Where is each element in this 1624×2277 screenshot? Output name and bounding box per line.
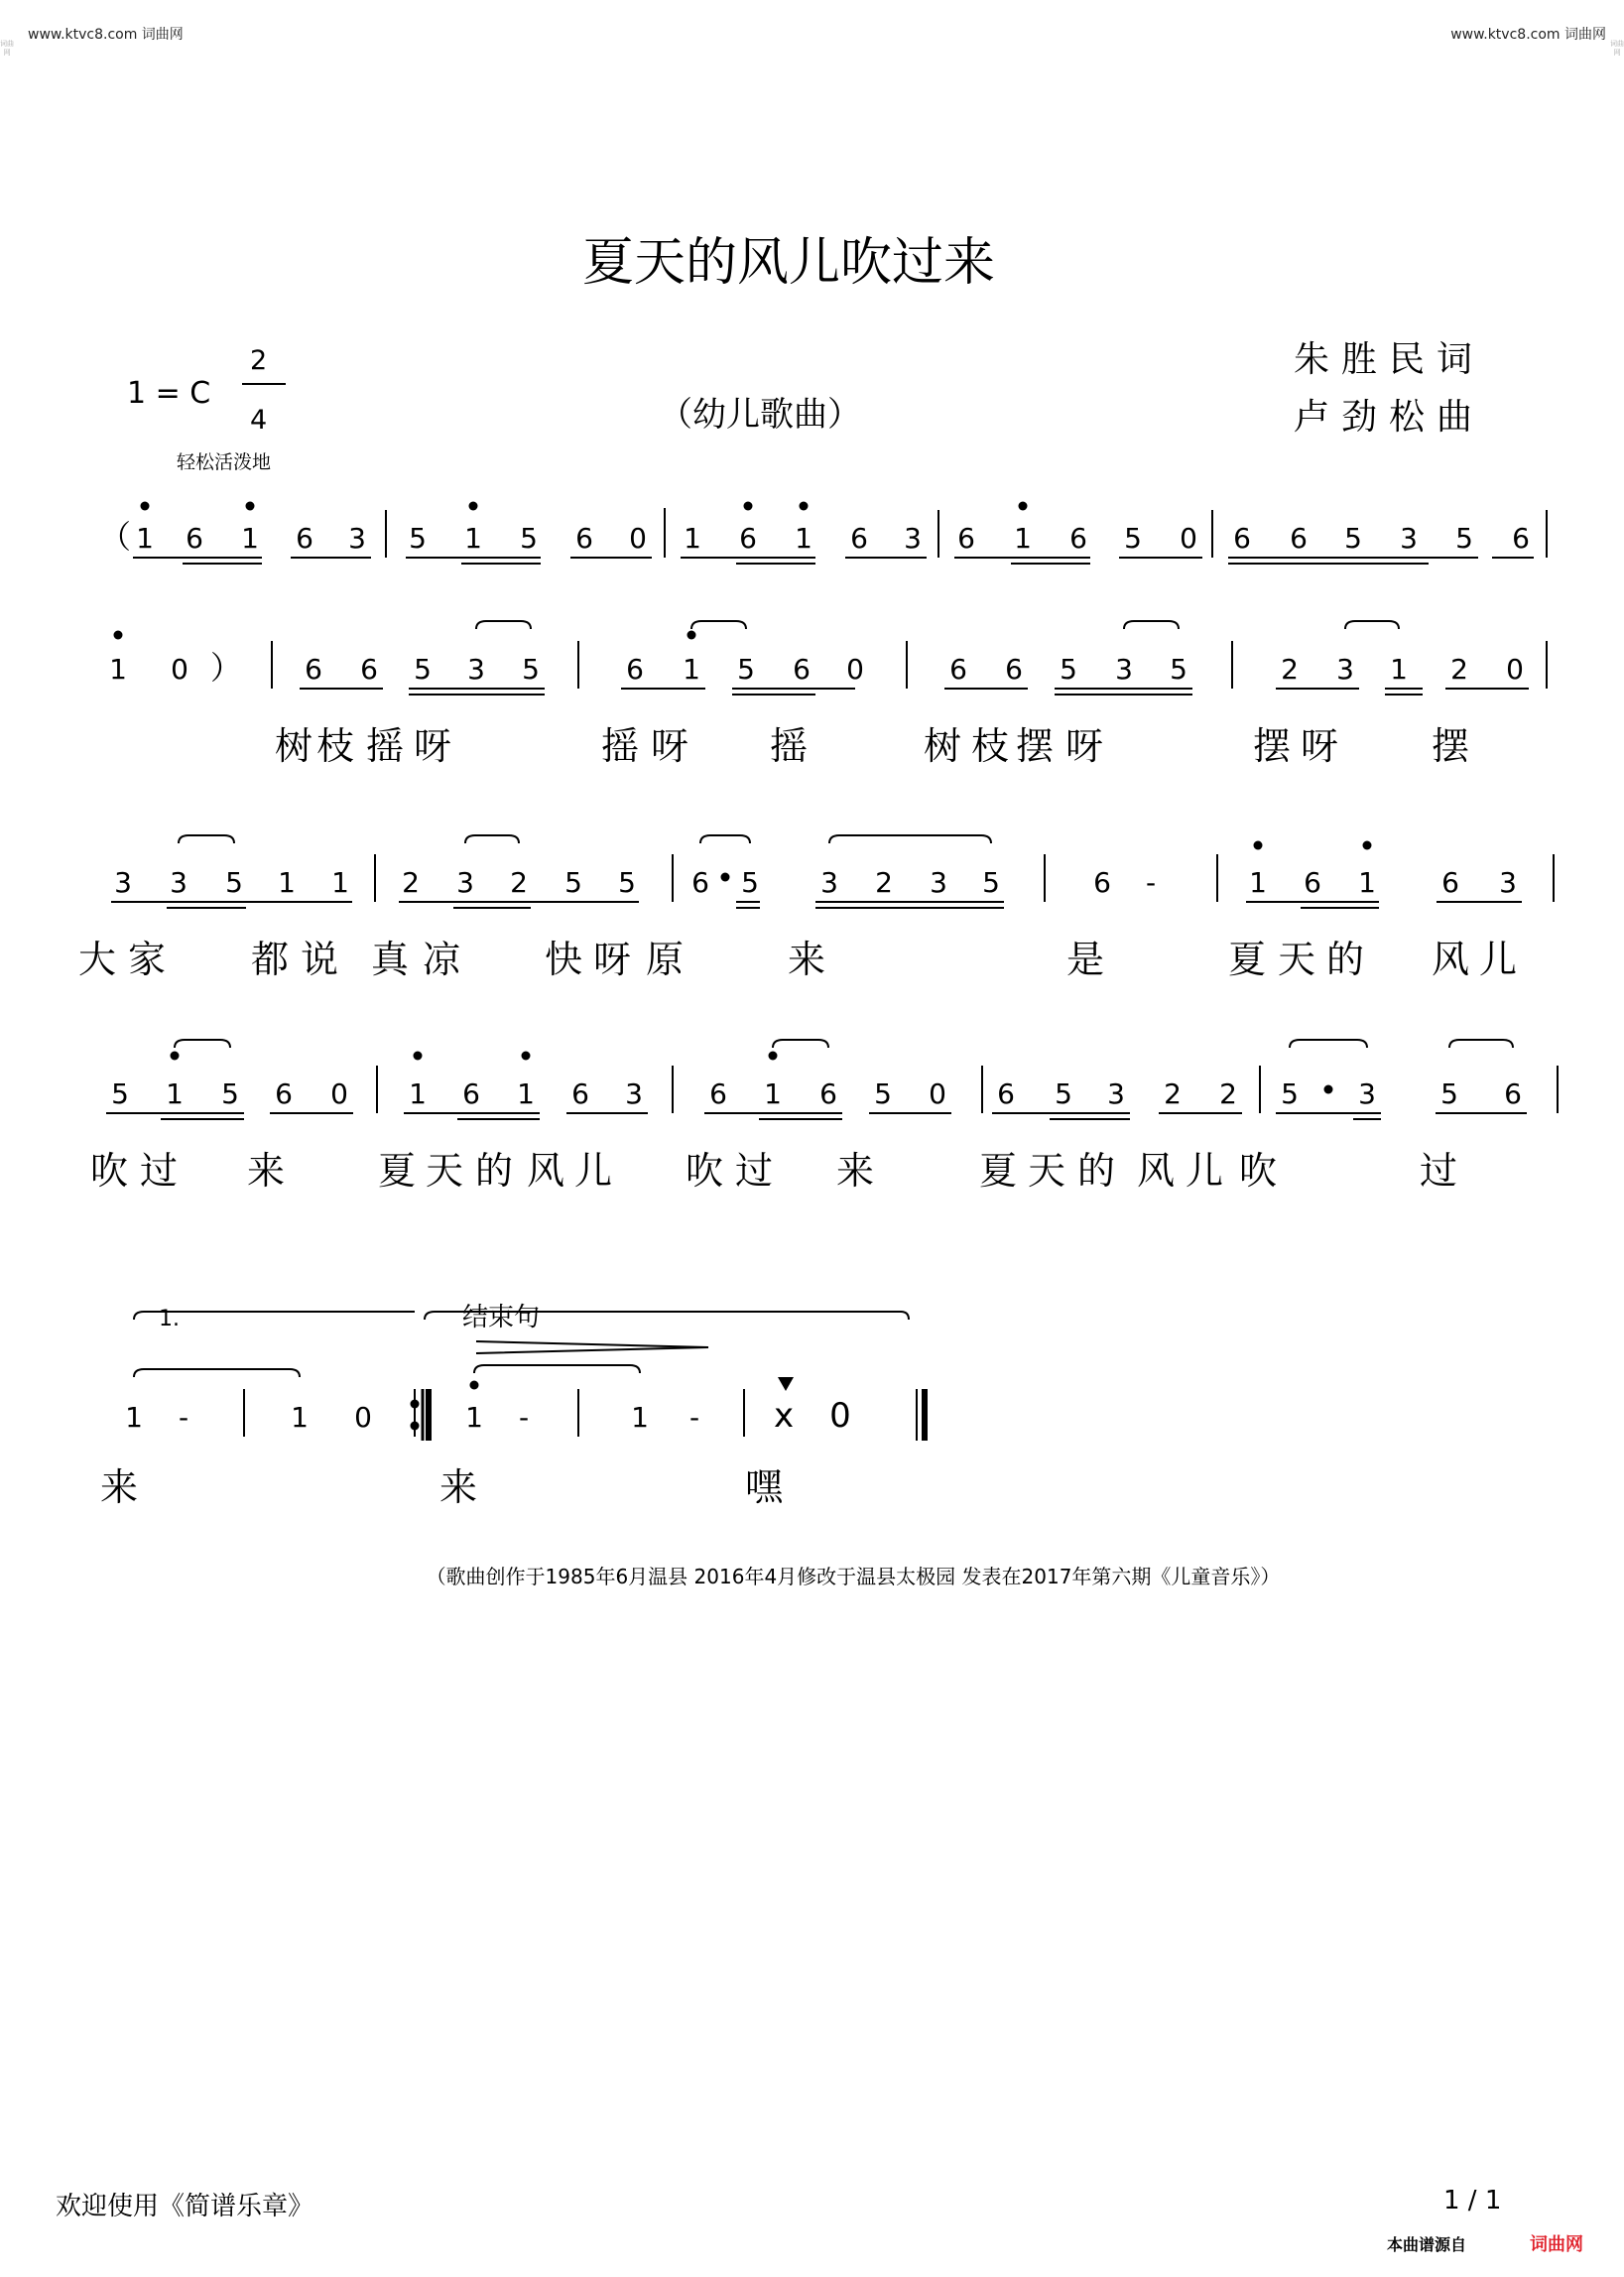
lyric-char: 呀 <box>592 938 632 981</box>
note-digit: - <box>178 1401 189 1434</box>
note-digit: 0 <box>829 1396 851 1436</box>
note-digit: 3 <box>1336 653 1354 686</box>
note-digit: 2 <box>1450 653 1468 686</box>
note-digit: 6 <box>1093 866 1111 899</box>
composition-footnote: （歌曲创作于1985年6月温县 2016年4月修改于温县太极园 发表在2017年第六期《儿童音乐》） <box>426 1565 1281 1588</box>
note-digit: 3 <box>930 866 947 899</box>
note-digit: 3 <box>1400 522 1418 555</box>
note-digit: 3 <box>625 1077 643 1110</box>
note-digit: 6 <box>793 653 811 686</box>
lyric-char: 呀 <box>1064 724 1104 768</box>
note-digit: 3 <box>820 866 838 899</box>
note-digit: 3 <box>348 522 366 555</box>
note-digit: 6 <box>997 1077 1015 1110</box>
tie-slur <box>700 835 750 843</box>
lyric-char: 来 <box>99 1465 139 1508</box>
song-title: 夏天的风儿吹过来 <box>581 233 995 293</box>
note-digit: 0 <box>354 1401 372 1434</box>
note-digit: 3 <box>1499 866 1517 899</box>
lyric-char: 是 <box>1065 938 1105 981</box>
tie-slur <box>691 621 746 629</box>
note-digit: 3 <box>170 866 187 899</box>
octave-dot <box>522 1052 531 1061</box>
note-digit: 6 <box>296 522 313 555</box>
lyric-char: 来 <box>438 1465 478 1508</box>
note-digit: 1 <box>1358 866 1376 899</box>
note-digit: 1 <box>764 1077 782 1110</box>
note-digit: 5 <box>1060 653 1077 686</box>
octave-dot <box>1254 841 1263 850</box>
lyric-char: 枝 <box>315 724 355 768</box>
note-digit: 3 <box>114 866 132 899</box>
octave-dot <box>141 502 150 511</box>
note-digit: 0 <box>171 653 188 686</box>
note-digit: 6 <box>186 522 203 555</box>
note-digit: 1 <box>1014 522 1032 555</box>
volta-bracket <box>134 1369 300 1377</box>
fermata-marker <box>778 1377 794 1391</box>
note-digit: 5 <box>225 866 243 899</box>
decrescendo-hairpin <box>476 1341 708 1353</box>
note-digit: 0 <box>1180 522 1197 555</box>
note-digit: 6 <box>275 1077 293 1110</box>
note-digit: 5 <box>1455 522 1473 555</box>
lyricist-credit: 朱胜民词 <box>1294 339 1485 380</box>
note-digit: 5 <box>409 522 427 555</box>
lyric-char: 呀 <box>1300 724 1339 768</box>
lyric-char: 过 <box>139 1149 179 1193</box>
footer-brand-link[interactable]: 词曲网 <box>1530 2234 1583 2255</box>
note-digit: 5 <box>1124 522 1142 555</box>
note-digit: 5 <box>1170 653 1187 686</box>
dotted-note-dot <box>1324 1085 1333 1094</box>
note-digit: 1 <box>136 522 154 555</box>
octave-dot <box>469 502 478 511</box>
note-digit: 1 <box>464 522 482 555</box>
lyric-char: 家 <box>127 938 167 981</box>
note-digit: 1 <box>683 653 700 686</box>
note-digit: 5 <box>522 653 540 686</box>
tie-slur <box>829 835 991 843</box>
tie-slur <box>175 1040 230 1048</box>
note-digit: 5 <box>982 866 1000 899</box>
note-digit: 1 <box>409 1077 427 1110</box>
lyric-char: 摆 <box>1015 724 1055 768</box>
note-digit: 6 <box>1504 1077 1522 1110</box>
tie-slur <box>476 621 531 629</box>
octave-dot <box>1019 502 1028 511</box>
note-digit: 3 <box>1107 1077 1125 1110</box>
lyric-char: 吹 <box>685 1149 724 1193</box>
note-digit: 2 <box>1164 1077 1182 1110</box>
note-digit: 5 <box>564 866 582 899</box>
note-digit: 5 <box>1281 1077 1299 1110</box>
note-digit: 0 <box>929 1077 946 1110</box>
note-digit: 3 <box>456 866 474 899</box>
note-digit: - <box>518 1401 530 1434</box>
header-right-watermark: www.ktvc8.com 词曲网 <box>1450 27 1606 43</box>
note-digit: 2 <box>875 866 893 899</box>
tie-slur <box>1345 621 1399 629</box>
genre-label: （幼儿歌曲） <box>659 395 861 435</box>
octave-dot <box>414 1052 423 1061</box>
lyric-char: 的 <box>474 1149 514 1193</box>
note-digit: 6 <box>850 522 868 555</box>
note-digit: 6 <box>360 653 378 686</box>
repeat-dot <box>411 1400 420 1409</box>
note-digit: 3 <box>1358 1077 1376 1110</box>
lyric-char: 的 <box>1076 1149 1116 1193</box>
note-digit: 1 <box>795 522 812 555</box>
note-digit: 6 <box>1069 522 1087 555</box>
lyric-char: 说 <box>300 938 339 981</box>
lyric-char: 嘿 <box>744 1465 784 1508</box>
lyric-char: 原 <box>645 938 685 981</box>
note-digit: 5 <box>1055 1077 1072 1110</box>
lyric-char: 摇 <box>769 724 809 768</box>
composer-credit: 卢劲松曲 <box>1294 397 1485 438</box>
lyric-char: 来 <box>787 938 826 981</box>
intro-close-paren: ） <box>209 649 243 687</box>
note-digit: 0 <box>846 653 864 686</box>
note-digit: 1 <box>291 1401 309 1434</box>
note-digit: 1 <box>166 1077 184 1110</box>
octave-dot <box>1363 841 1372 850</box>
note-digit: 1 <box>517 1077 535 1110</box>
lyric-char: 风 <box>1431 938 1470 981</box>
octave-dot <box>744 502 753 511</box>
note-digit: 6 <box>957 522 975 555</box>
note-digit: 5 <box>741 866 759 899</box>
lyric-char: 的 <box>1325 938 1365 981</box>
tie-slur <box>1449 1040 1513 1048</box>
note-digit: 5 <box>520 522 538 555</box>
note-digit: - <box>1145 866 1157 899</box>
note-digit: 5 <box>414 653 432 686</box>
tie-slur <box>179 835 234 843</box>
lyric-char: 天 <box>1027 1149 1066 1193</box>
note-digit: 1 <box>631 1401 649 1434</box>
lyric-char: 摇 <box>365 724 405 768</box>
note-digit: 1 <box>125 1401 143 1434</box>
lyric-char: 呀 <box>413 724 452 768</box>
note-digit: 1 <box>465 1401 483 1434</box>
note-digit: 6 <box>462 1077 480 1110</box>
side-watermark-left: 词曲网 <box>0 40 14 57</box>
note-digit: 1 <box>278 866 296 899</box>
note-digit: - <box>688 1401 700 1434</box>
time-signature-bottom: 4 <box>250 405 268 436</box>
lyric-char: 摆 <box>1431 724 1470 768</box>
ending-label: 结束句 <box>462 1303 541 1332</box>
note-digit: 6 <box>1441 866 1459 899</box>
octave-dot <box>171 1052 180 1061</box>
note-digit: 6 <box>305 653 322 686</box>
octave-dot <box>114 631 123 640</box>
note-digit: 5 <box>221 1077 239 1110</box>
note-digit: 2 <box>1219 1077 1237 1110</box>
repeat-dot <box>411 1422 420 1431</box>
note-digit: 6 <box>575 522 593 555</box>
lyric-char: 夏 <box>978 1149 1018 1193</box>
lyric-char: 吹 <box>1238 1149 1278 1193</box>
lyric-char: 夏 <box>377 1149 417 1193</box>
lyric-char: 过 <box>1419 1149 1458 1193</box>
note-digit: 6 <box>949 653 967 686</box>
octave-dot <box>769 1052 778 1061</box>
lyric-char: 树 <box>274 724 313 768</box>
lyric-char: 呀 <box>650 724 689 768</box>
octave-dot <box>687 631 696 640</box>
lyric-char: 夏 <box>1227 938 1267 981</box>
lyric-char: 儿 <box>1478 938 1518 981</box>
note-digit: 5 <box>874 1077 892 1110</box>
note-digit: 6 <box>571 1077 589 1110</box>
intro-open-paren: （ <box>99 518 132 556</box>
note-digit: 0 <box>1506 653 1524 686</box>
note-digit: 1 <box>1249 866 1267 899</box>
lyric-char: 大 <box>77 938 117 981</box>
note-digit: 3 <box>1115 653 1133 686</box>
note-digit: 1 <box>241 522 259 555</box>
note-digit: 2 <box>510 866 528 899</box>
tie-slur <box>1290 1040 1367 1048</box>
note-digit: 6 <box>1233 522 1251 555</box>
header-left-watermark: www.ktvc8.com 词曲网 <box>28 27 184 43</box>
lyric-char: 风 <box>1136 1149 1176 1193</box>
note-digit: 6 <box>1304 866 1321 899</box>
note-digit: 1 <box>684 522 701 555</box>
note-digit: 0 <box>629 522 647 555</box>
lyric-char: 过 <box>734 1149 774 1193</box>
footer-welcome: 欢迎使用《简谱乐章》 <box>56 2192 314 2221</box>
lyric-char: 凉 <box>422 938 461 981</box>
note-digit: 2 <box>1281 653 1299 686</box>
lyric-char: 都 <box>250 938 290 981</box>
note-digit: 6 <box>626 653 644 686</box>
page-number: 1 / 1 <box>1443 2186 1502 2215</box>
lyric-char: 来 <box>835 1149 875 1193</box>
tie-slur <box>465 835 519 843</box>
lyric-char: 天 <box>1277 938 1316 981</box>
lyric-char: 快 <box>544 938 583 981</box>
tempo-marking: 轻松活泼地 <box>177 451 272 473</box>
dotted-note-dot <box>721 873 730 882</box>
note-digit: 1 <box>331 866 349 899</box>
note-digit: 3 <box>467 653 485 686</box>
note-digit: 0 <box>330 1077 348 1110</box>
side-watermark-right: 词曲网 <box>1610 40 1624 57</box>
note-digit: 6 <box>1290 522 1308 555</box>
note-digit: 5 <box>1344 522 1362 555</box>
lyric-char: 枝 <box>970 724 1010 768</box>
octave-dot <box>800 502 809 511</box>
octave-dot <box>470 1381 479 1390</box>
time-signature-top: 2 <box>250 345 268 376</box>
note-digit: 2 <box>402 866 420 899</box>
note-digit: 6 <box>1512 522 1530 555</box>
note-digit: 6 <box>709 1077 727 1110</box>
lyric-char: 树 <box>923 724 962 768</box>
tie-slur <box>1124 621 1179 629</box>
note-digit: x <box>773 1396 795 1436</box>
lyric-char: 摆 <box>1252 724 1292 768</box>
note-digit: 5 <box>618 866 636 899</box>
octave-dot <box>246 502 255 511</box>
lyric-char: 摇 <box>600 724 640 768</box>
note-digit: 6 <box>819 1077 837 1110</box>
note-digit: 5 <box>1440 1077 1458 1110</box>
tie-slur <box>773 1040 828 1048</box>
key-signature: 1 = C <box>127 376 211 411</box>
lyric-char: 儿 <box>1185 1149 1224 1193</box>
note-digit: 6 <box>691 866 709 899</box>
lyric-char: 吹 <box>89 1149 129 1193</box>
note-digit: 1 <box>109 653 127 686</box>
lyric-char: 风 <box>526 1149 565 1193</box>
note-digit: 5 <box>111 1077 129 1110</box>
lyric-char: 儿 <box>573 1149 613 1193</box>
volta-number: 1. <box>159 1307 180 1331</box>
note-digit: 5 <box>737 653 755 686</box>
footer-source: 本曲谱源自 <box>1387 2235 1467 2254</box>
note-digit: 6 <box>739 522 757 555</box>
tie-slur <box>474 1365 640 1373</box>
lyric-char: 天 <box>425 1149 464 1193</box>
lyric-char: 来 <box>246 1149 286 1193</box>
lyric-char: 真 <box>370 938 410 981</box>
note-digit: 1 <box>1390 653 1408 686</box>
note-digit: 3 <box>904 522 922 555</box>
note-digit: 6 <box>1005 653 1023 686</box>
